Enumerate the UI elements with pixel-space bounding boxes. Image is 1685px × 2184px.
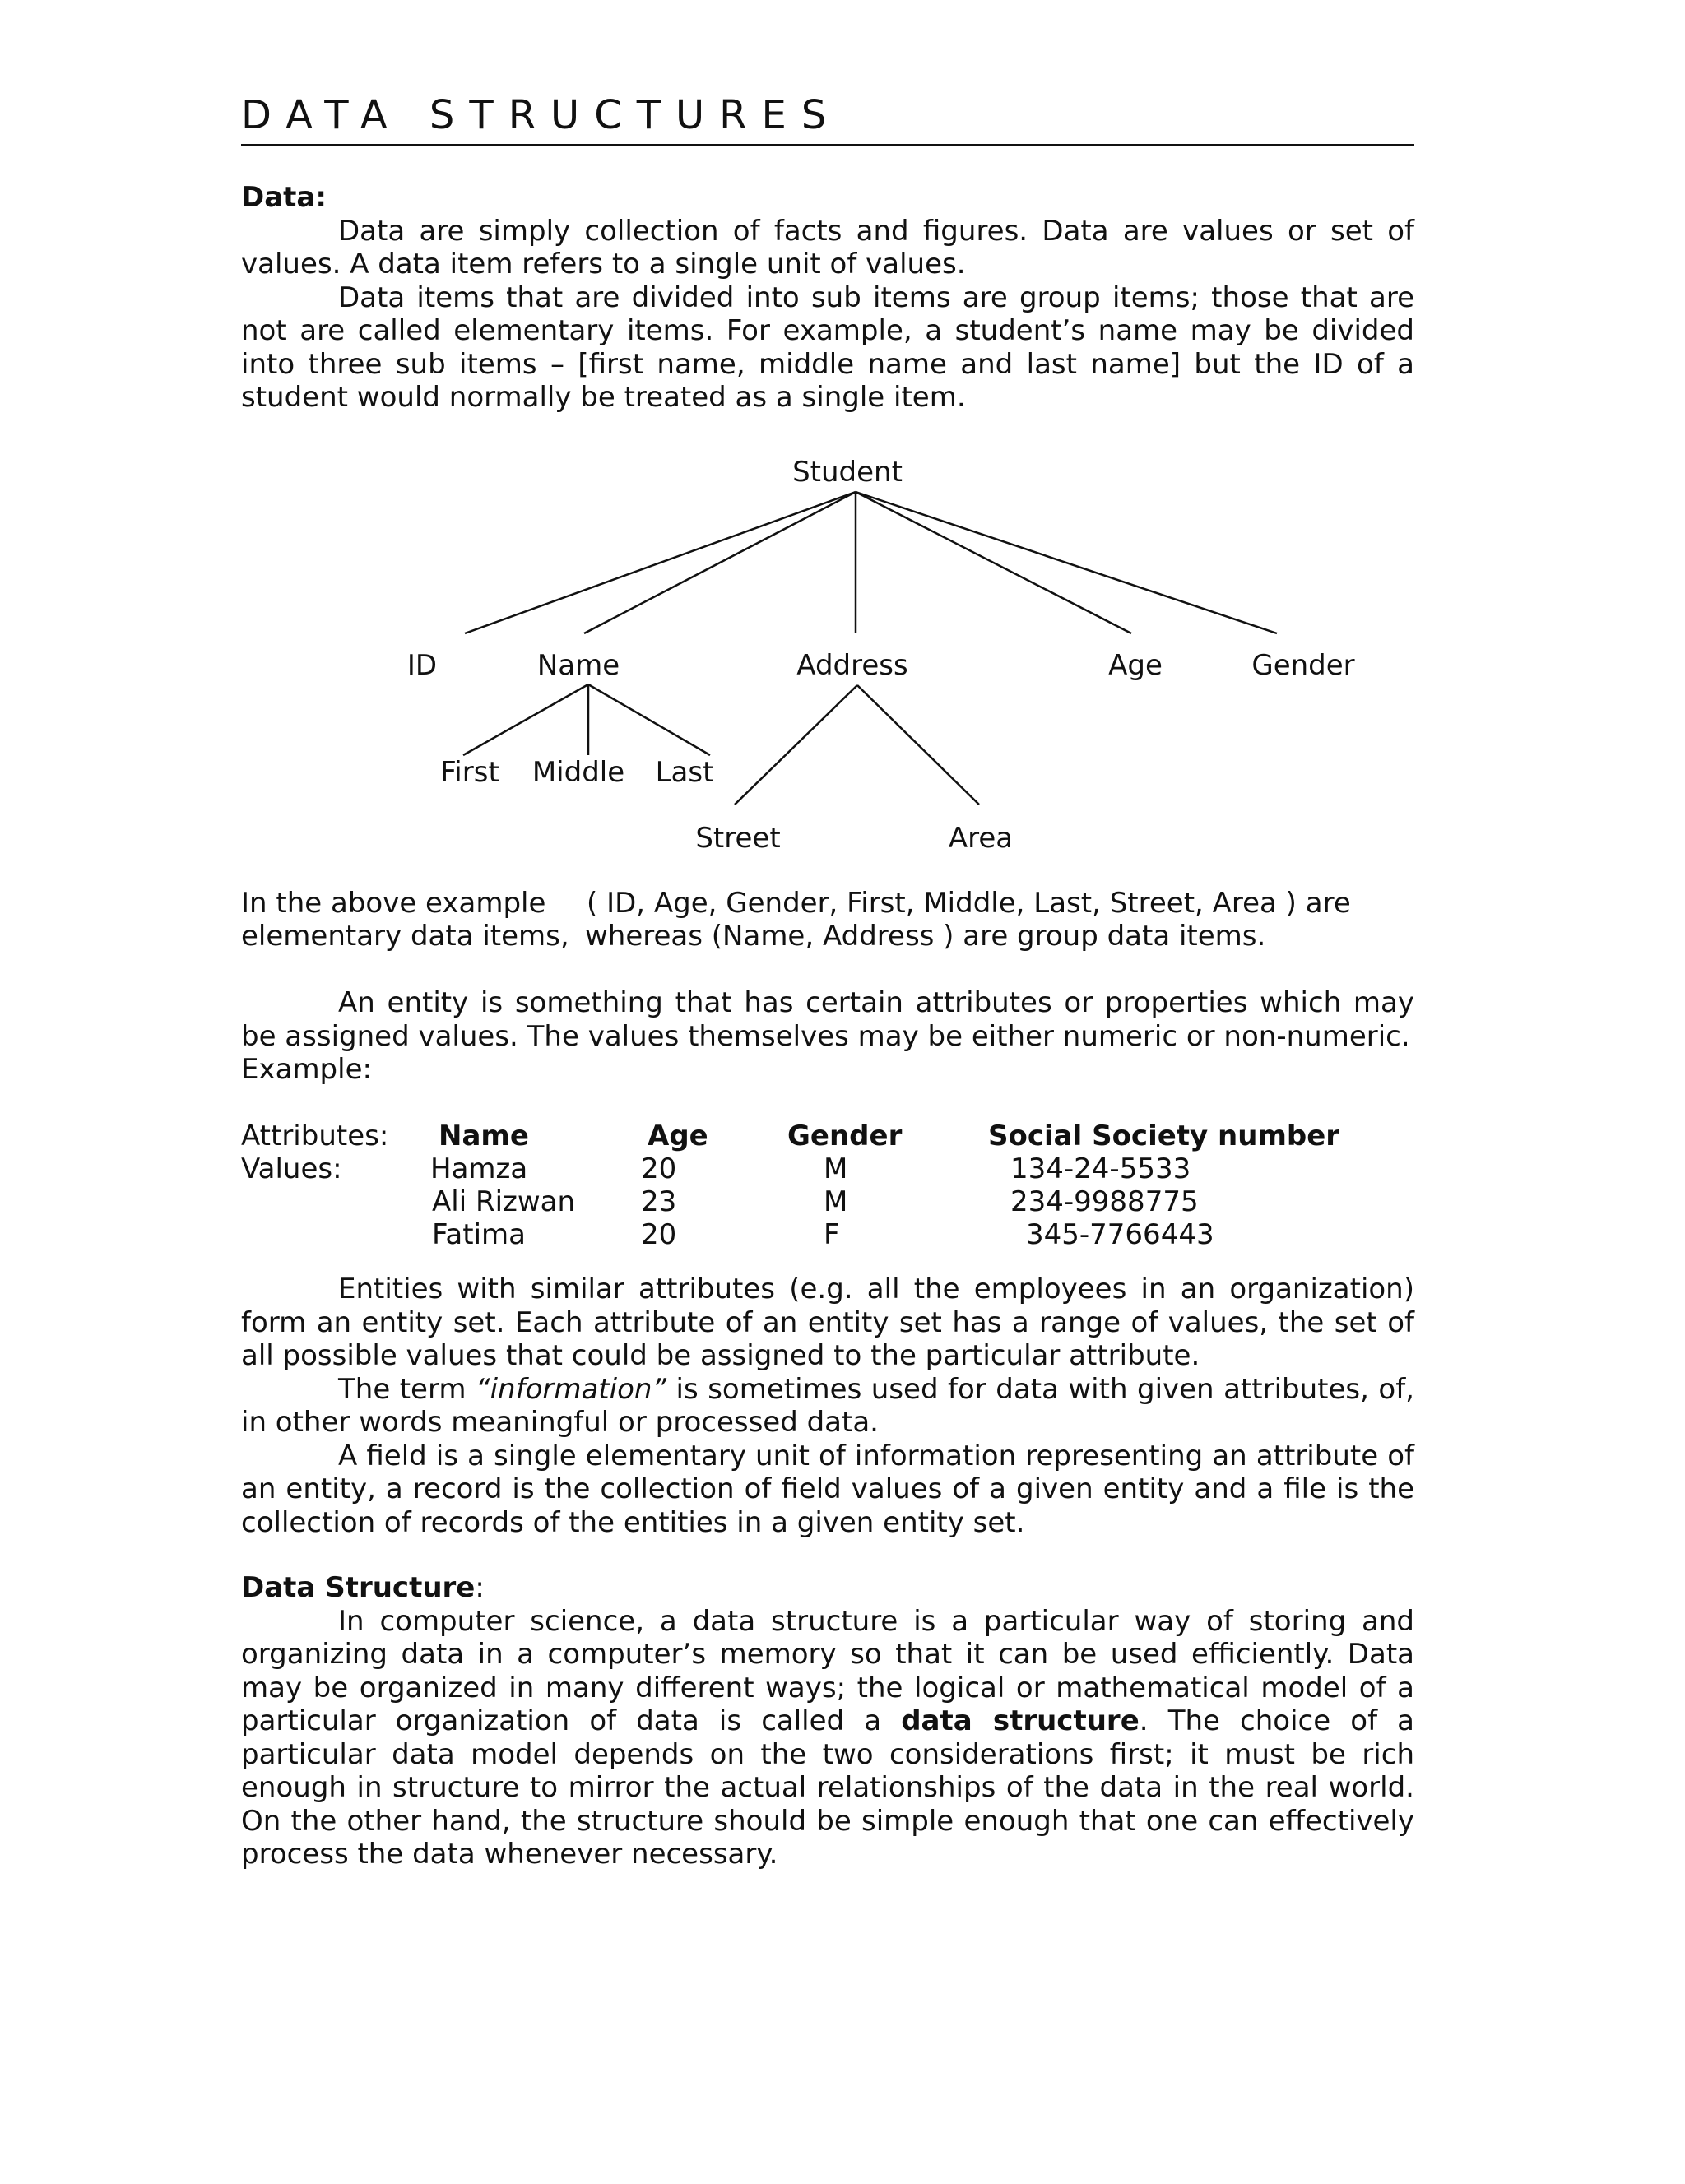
data-structure-heading-line [241, 1571, 1414, 1605]
page-title: DATA STRUCTURES [241, 92, 842, 138]
tree-node-gender: Gender [1251, 649, 1355, 682]
row-1-ssn: 134-24-5533 [1010, 1152, 1191, 1185]
field-record-file-paragraph: A field is a single elementary unit of information representing an attribute of an entity, a record is the collection of field values of a given entity and a file is the collection of records of the entities in a given entity set. [241, 1439, 1414, 1539]
student-tree-diagram [0, 0, 1685, 888]
row-1-age: 20 [641, 1152, 677, 1185]
row-3-name: Fatima [432, 1218, 527, 1251]
column-header-age: Age [648, 1120, 708, 1152]
information-text-after: is sometimes used for data with given attributes, of, in other words meaningful or processed data. [241, 1372, 1414, 1439]
attributes-label: Attributes: [241, 1120, 389, 1152]
elementary-line-1a: In the above example [241, 887, 546, 920]
information-term: “information” [475, 1372, 667, 1406]
row-3-gender: F [824, 1218, 840, 1251]
row-3-ssn: 345-7766443 [1026, 1218, 1214, 1251]
data-structure-term: data structure [901, 1704, 1140, 1737]
row-2-gender: M [824, 1185, 848, 1218]
data-paragraph-2: Data items that are divided into sub items are group items; those that are not are called elementary items. For example, a student’s name may be divided into three sub items – [first name, middle name and last name] but the ID of a student would normally be treated as a single item. [241, 281, 1414, 414]
edge-student-age [856, 492, 1131, 633]
tree-node-middle: Middle [531, 756, 625, 789]
row-2-name: Ali Rizwan [432, 1185, 576, 1218]
entity-example-label: Example: [241, 1053, 372, 1086]
entity-section [241, 986, 1414, 1087]
row-2-age: 23 [641, 1185, 677, 1218]
elementary-line-2b: whereas (Name, Address ) are group data items. [585, 920, 1266, 953]
edge-student-gender [856, 492, 1277, 633]
data-structure-heading: Data Structure [241, 1571, 476, 1604]
tree-node-age: Age [1108, 649, 1163, 682]
tree-node-street: Street [695, 822, 781, 855]
edge-student-id [465, 492, 856, 633]
elementary-line-1b: ( ID, Age, Gender, First, Middle, Last, Street, Area ) are [587, 887, 1351, 920]
tree-node-name: Name [536, 649, 620, 682]
information-paragraph [241, 1373, 1414, 1440]
data-structure-text-after: . The choice of a particular data model depends on the two considerations first; it must be rich enough in structure to mirror the actual relationships of the data in the real world. On the other hand, the structure should be simple enough that one can effectively process the data whenever necessary. [241, 1704, 1415, 1871]
column-header-ssn: Social Society number [988, 1120, 1340, 1152]
information-text-before: The term [338, 1372, 476, 1406]
column-header-gender: Gender [787, 1120, 903, 1152]
entity-set-section [241, 1273, 1414, 1539]
data-structure-text-before: In computer science, a data structure is a particular way of storing and organizing data in a computer’s memory so that it can be used efficiently. Data may be organized in many different ways; the logical or mathematical model of a particular organization of data is called a [241, 1604, 1414, 1737]
row-1-gender: M [824, 1152, 848, 1185]
edge-address-area [857, 685, 979, 805]
edge-name-first [463, 684, 588, 755]
row-2-ssn: 234-9988775 [1010, 1185, 1199, 1218]
edge-address-street [735, 685, 857, 805]
data-paragraph-1: Data are simply collection of facts and figures. Data are values or set of values. A data item refers to a single unit of values. [241, 214, 1414, 281]
column-header-name: Name [439, 1120, 529, 1152]
row-3-age: 20 [641, 1218, 677, 1251]
entity-paragraph: An entity is something that has certain attributes or properties which may be assigned values. The values themselves may be either numeric or non-numeric. [241, 986, 1414, 1053]
values-label: Values: [241, 1152, 342, 1185]
tree-node-area: Area [948, 822, 1014, 855]
data-structure-heading-colon: : [475, 1571, 485, 1604]
tree-node-last: Last [655, 756, 714, 789]
tree-node-first: First [440, 756, 499, 789]
tree-node-student: Student [792, 456, 903, 489]
data-heading: Data: [241, 181, 327, 214]
edge-name-last [588, 684, 710, 755]
entity-set-paragraph: Entities with similar attributes (e.g. all the employees in an organization) form an entity set. Each attribute of an entity set has a range of values, the set of all possible values that could be assigned to the particular attribute. [241, 1273, 1414, 1372]
row-1-name: Hamza [430, 1152, 528, 1185]
edge-student-name [584, 492, 856, 633]
tree-node-address: Address [796, 649, 908, 682]
data-structure-paragraph [241, 1605, 1414, 1871]
data-structure-section [241, 1571, 1414, 1871]
elementary-line-2a: elementary data items, [241, 920, 569, 953]
tree-node-id: ID [406, 649, 438, 682]
